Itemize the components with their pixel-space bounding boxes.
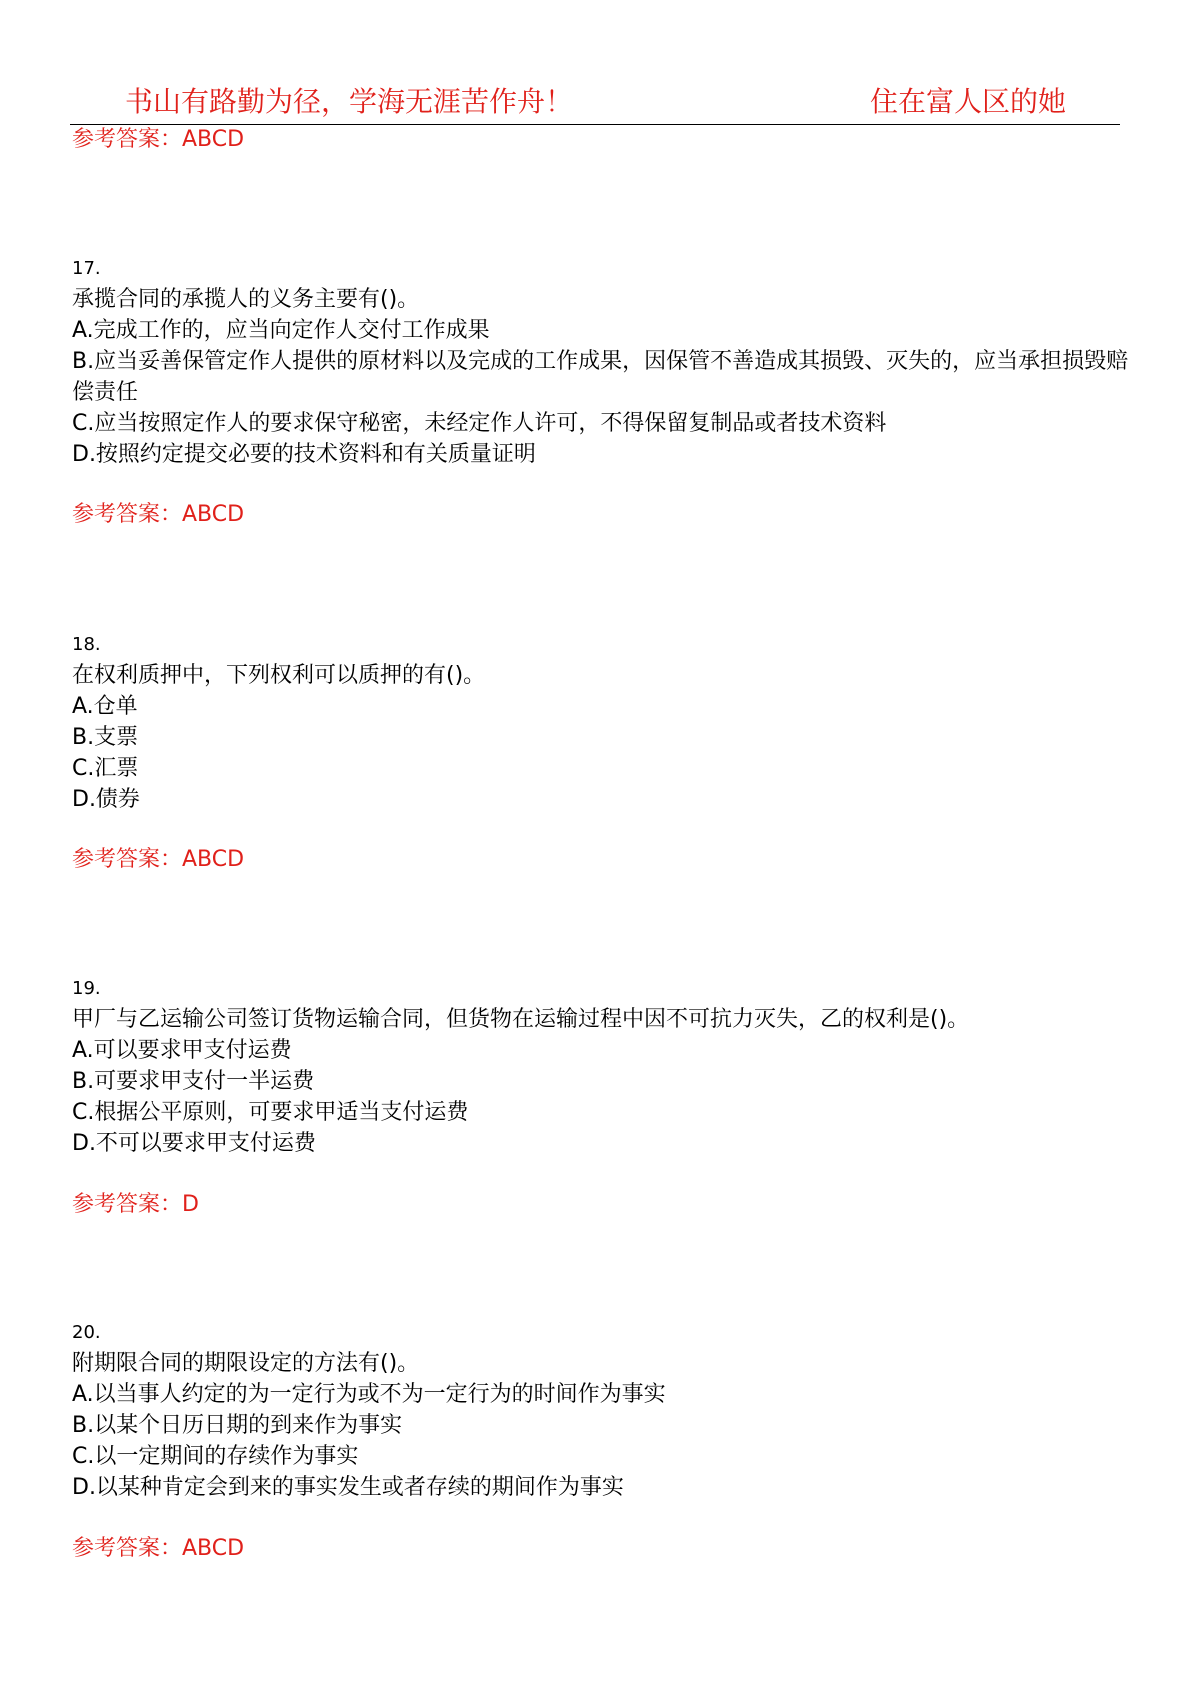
option-b: B.应当妥善保管定作人提供的原材料以及完成的工作成果，因保管不善造成其损毁、灭失的，应当承担损毁赔偿责任 xyxy=(72,349,1129,405)
option-a: A.仓单 xyxy=(72,694,138,719)
option-b: B.以某个日历日期的到来作为事实 xyxy=(72,1413,403,1438)
option-c: C.以一定期间的存续作为事实 xyxy=(72,1444,359,1469)
option-b: B.支票 xyxy=(72,725,139,750)
option-a: A.完成工作的，应当向定作人交付工作成果 xyxy=(72,318,490,343)
question-number: 18. xyxy=(72,634,101,655)
option-d: D.以某种肯定会到来的事实发生或者存续的期间作为事实 xyxy=(72,1475,624,1500)
question-stem: 附期限合同的期限设定的方法有()。 xyxy=(72,1351,420,1376)
answer-19: 参考答案：D xyxy=(72,1192,199,1217)
header-motto: 书山有路勤为径，学海无涯苦作舟！ xyxy=(125,85,574,118)
question-number: 19. xyxy=(72,978,101,999)
answer-18: 参考答案：ABCD xyxy=(72,847,245,872)
option-c: C.应当按照定作人的要求保守秘密，未经定作人许可，不得保留复制品或者技术资料 xyxy=(72,411,887,436)
question-stem: 承揽合同的承揽人的义务主要有()。 xyxy=(72,287,420,312)
question-stem: 甲厂与乙运输公司签订货物运输合同，但货物在运输过程中因不可抗力灭失，乙的权利是()。 xyxy=(72,1007,970,1032)
answer-previous: 参考答案：ABCD xyxy=(72,127,245,152)
option-a: A.以当事人约定的为一定行为或不为一定行为的时间作为事实 xyxy=(72,1382,666,1407)
header-author: 住在富人区的她 xyxy=(870,85,1067,118)
question-stem: 在权利质押中，下列权利可以质押的有()。 xyxy=(72,663,486,688)
page-header xyxy=(70,76,1120,125)
question-number: 17. xyxy=(72,258,101,279)
question-19 xyxy=(72,976,1132,1159)
answer-17: 参考答案：ABCD xyxy=(72,502,245,527)
answer-20: 参考答案：ABCD xyxy=(72,1536,245,1561)
question-20 xyxy=(72,1320,1132,1503)
option-c: C.根据公平原则，可要求甲适当支付运费 xyxy=(72,1100,469,1125)
option-a: A.可以要求甲支付运费 xyxy=(72,1038,292,1063)
option-c: C.汇票 xyxy=(72,756,139,781)
option-d: D.债券 xyxy=(72,787,140,812)
question-number: 20. xyxy=(72,1322,101,1343)
question-18 xyxy=(72,632,1132,815)
option-b: B.可要求甲支付一半运费 xyxy=(72,1069,315,1094)
option-d: D.不可以要求甲支付运费 xyxy=(72,1131,316,1156)
question-17 xyxy=(72,256,1132,470)
option-d: D.按照约定提交必要的技术资料和有关质量证明 xyxy=(72,442,536,467)
